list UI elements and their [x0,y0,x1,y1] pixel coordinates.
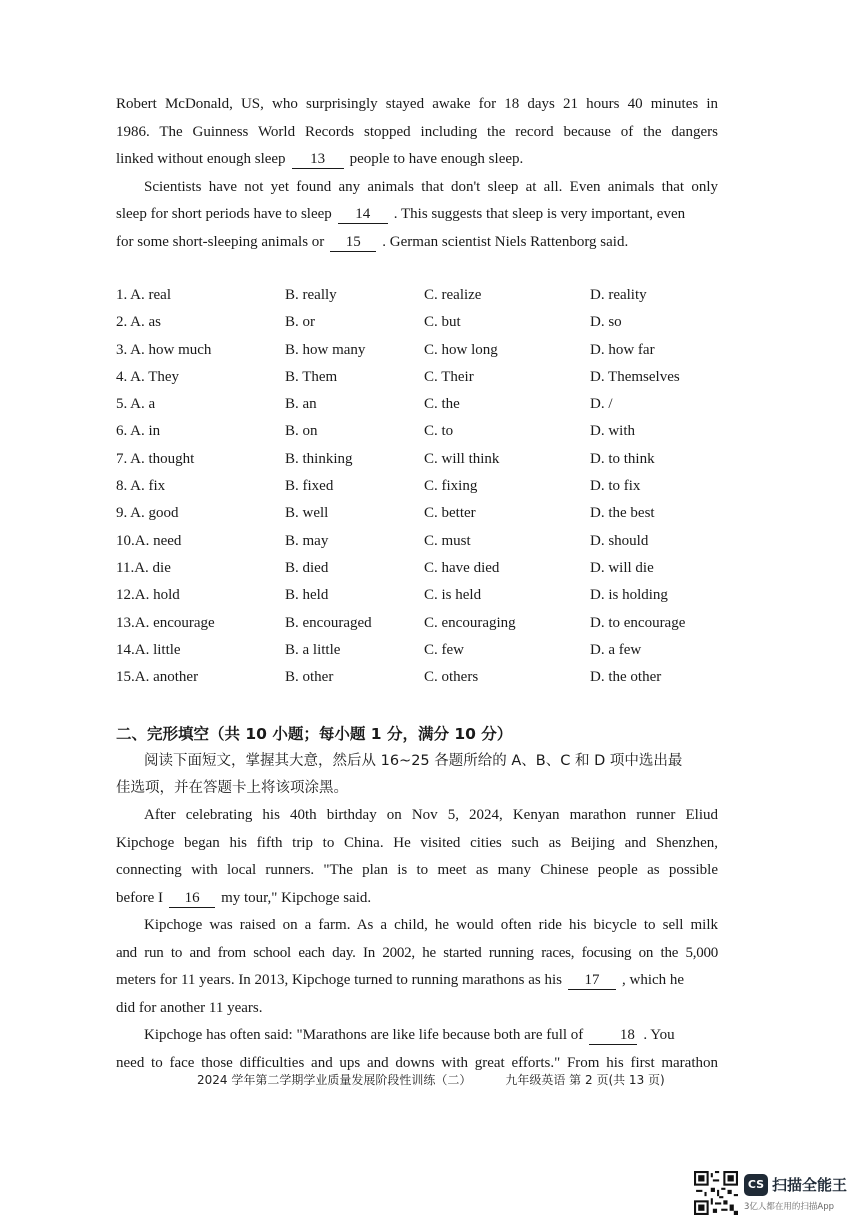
option-b: B. thinking [285,450,353,467]
option-a: 2. A. as [116,314,161,331]
options-list [116,287,716,696]
option-b: B. encouraged [285,614,372,631]
option-c: C. to [424,423,454,440]
passage-line [116,1022,718,1050]
option-row [116,669,716,696]
option-a: 9. A. good [116,505,179,522]
blank-14: 14 [338,205,388,224]
option-a: 4. A. They [116,368,180,385]
option-c: C. the [424,396,460,413]
text-fragment: my tour," Kipchoge said. [221,889,372,906]
option-c: C. how long [424,341,498,358]
section-instructions [116,748,718,802]
option-b: B. fixed [285,478,334,495]
option-c: C. have died [424,559,500,576]
blank-15: 15 [330,233,376,252]
option-a: 14.A. little [116,641,181,658]
option-b: B. really [285,287,337,303]
option-d: D. to encourage [590,614,686,631]
option-c: C. will think [424,450,500,467]
text-fragment: . You [643,1027,675,1043]
qr-code-icon [694,1171,738,1215]
passage-line: Scientists have not yet found any animals that don't sleep at all. Even animals that only [144,178,718,195]
option-a: 8. A. fix [116,478,166,495]
passage-line: and run to and from school each day. In 2002, he started running races, focusing on the 5,000 [116,944,718,961]
option-d: D. to fix [590,478,641,495]
option-row [116,451,716,478]
text-fragment: for some short-sleeping animals or [116,233,325,250]
option-d: D. should [590,532,649,549]
option-a: 12.A. hold [116,587,180,604]
option-row [116,396,716,423]
option-d: D. Themselves [590,368,680,385]
option-d: D. with [590,423,635,440]
passage-line: After celebrating his 40th birthday on Nov 5, 2024, Kenyan marathon runner Eliud [144,807,718,823]
option-d: D. to think [590,450,655,467]
option-d: D. is holding [590,587,668,604]
passage-bottom [116,802,718,1077]
option-b: B. a little [285,641,341,658]
instruction-line: 佳选项，并在答题卡上将该项涂黑。 [116,780,348,796]
camscanner-name: 扫描全能王 [772,1176,848,1194]
instruction-line: 阅读下面短文，掌握其大意，然后从 16~25 各题所给的 A、B、C 和 D 项中选出最 [144,753,683,769]
option-row [116,642,716,669]
passage-line: Kipchoge began his fifth trip to China. He visited cities such as Beijing and Shenzhen, [116,834,718,851]
section-title: 二、完形填空（共 10 小题；每小题 1 分，满分 10 分） [116,725,513,743]
option-c: C. is held [424,587,482,604]
passage-line: need to face those difficulties and ups and downs with great efforts." From his first marathon [116,1054,718,1071]
text-fragment: sleep for short periods have to sleep [116,206,332,222]
blank-18: 18 [589,1026,637,1045]
text-fragment: meters for 11 years. In 2013, Kipchoge turned to running marathons as his [116,972,563,988]
option-a: 5. A. a [116,396,156,413]
option-b: B. held [285,587,329,604]
option-d: D. a few [590,641,642,658]
blank-16: 16 [169,889,215,908]
option-row [116,314,716,341]
passage-line [116,146,718,174]
option-c: C. few [424,641,464,658]
option-row [116,478,716,505]
passage-line [116,885,718,913]
passage-line [116,201,718,229]
option-b: B. other [285,669,334,686]
option-c: C. encouraging [424,614,516,631]
option-row [116,342,716,369]
option-row [116,369,716,396]
text-fragment: before I [116,889,164,906]
option-b: B. Them [285,368,338,385]
option-d: D. so [590,314,622,331]
option-b: B. may [285,532,329,549]
option-row [116,560,716,587]
option-c: C. Their [424,368,474,385]
option-b: B. well [285,505,329,522]
option-b: B. how many [285,341,366,358]
option-b: B. died [285,559,329,576]
text-fragment: . This suggests that sleep is very important, even [393,206,686,222]
option-d: D. / [590,396,613,413]
option-c: C. others [424,669,479,686]
passage-top [116,91,718,256]
text-fragment: , which he [622,972,685,988]
text-fragment: Kipchoge has often said: "Marathons are like life because both are full of [144,1027,584,1043]
passage-line: 1986. The Guinness World Records stopped including the record because of the dangers [116,123,718,140]
option-c: C. realize [424,287,482,303]
option-c: C. better [424,505,476,522]
passage-line: Kipchoge was raised on a farm. As a child, he would often ride his bicycle to sell milk [144,917,718,933]
footer-page-info: 九年级英语 第 2 页(共 13 页) [505,1073,665,1087]
blank-17: 17 [568,971,616,990]
option-row [116,423,716,450]
passage-line [116,229,718,257]
text-fragment: . German scientist Niels Rattenborg said. [382,233,629,250]
passage-line: Robert McDonald, US, who surprisingly stayed awake for 18 days 21 hours 40 minutes in [116,96,718,112]
option-c: C. but [424,314,461,331]
option-a: 3. A. how much [116,341,212,358]
option-b: B. or [285,314,315,331]
option-c: C. fixing [424,478,478,495]
passage-line: connecting with local runners. "The plan is to meet as many Chinese people as possible [116,862,718,878]
option-c: C. must [424,532,471,549]
passage-line [116,967,718,995]
page-footer [197,1071,699,1088]
option-d: D. the best [590,505,655,522]
camscanner-tagline: 3亿人都在用的扫描App [744,1202,835,1212]
option-a: 11.A. die [116,559,171,576]
option-d: D. how far [590,341,655,358]
option-a: 13.A. encourage [116,614,215,631]
option-row [116,287,716,314]
option-a: 7. A. thought [116,450,195,467]
camscanner-logo: CS [744,1174,768,1196]
passage-line: did for another 11 years. [116,999,263,1016]
option-d: D. will die [590,559,654,576]
text-fragment: linked without enough sleep [116,151,286,167]
option-row [116,505,716,532]
option-b: B. an [285,396,317,413]
option-d: D. reality [590,287,647,303]
option-a: 1. A. real [116,287,171,303]
option-a: 10.A. need [116,532,182,549]
text-fragment: people to have enough sleep. [349,151,524,167]
option-row [116,587,716,614]
footer-exam-title: 2024 学年第二学期学业质量发展阶段性训练（二） [197,1073,472,1087]
option-b: B. on [285,423,318,440]
option-d: D. the other [590,669,662,686]
option-row [116,533,716,560]
blank-13: 13 [292,150,344,169]
option-a: 15.A. another [116,669,199,686]
option-a: 6. A. in [116,423,161,440]
option-row [116,615,716,642]
